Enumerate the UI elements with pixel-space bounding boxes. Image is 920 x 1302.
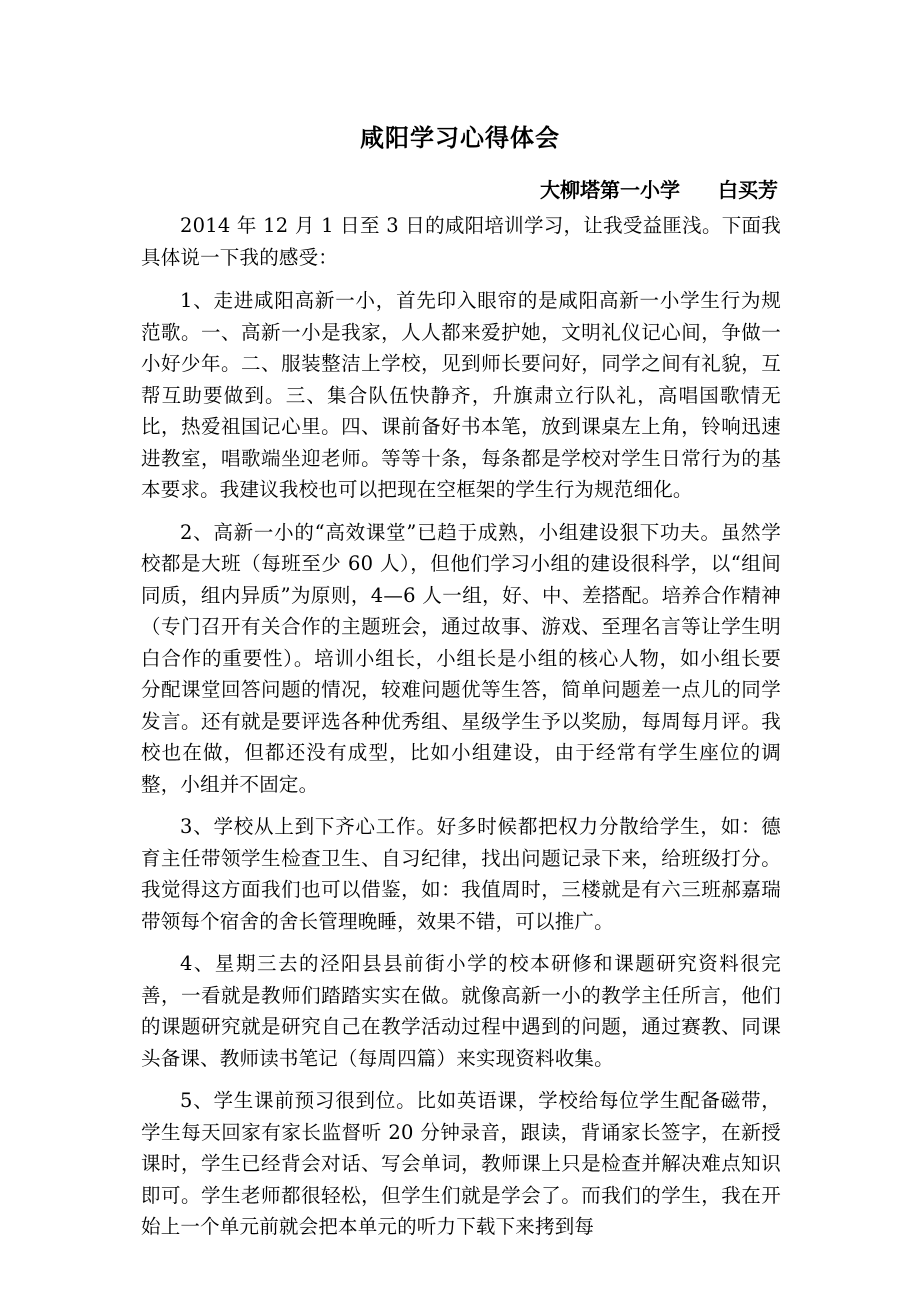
author-line xyxy=(540,174,778,203)
paragraph-intro: 2014 年 12 月 1 日至 3 日的咸阳培训学习，让我受益匪浅。下面我具体说一下我的感受： xyxy=(141,214,781,269)
paragraph-5: 5、学生课前预习很到位。比如英语课，学校给每位学生配备磁带，学生每天回家有家长监督听 20 分钟录音，跟读，背诵家长签字，在新授课时，学生已经背会对话、写会单词，教师课上只是检查并解决难点知识即可。学生老师都很轻松，但学生们就是学会了。而我们的学生，我在开始上一个单元前就会把本单元的听力下载下来拷到每 xyxy=(141,1089,781,1238)
author-name: 白买芳 xyxy=(718,178,778,202)
author-school: 大柳塔第一小学 xyxy=(540,178,680,202)
document-body xyxy=(141,210,781,1254)
document-title: 咸阳学习心得体会 xyxy=(360,124,560,152)
paragraph-4: 4、星期三去的泾阳县县前街小学的校本研修和课题研究资料很完善，一看就是教师们踏踏实实在做。就像高新一小的教学主任所言，他们的课题研究就是研究自己在教学活动过程中遇到的问题，通过赛教、同课头备课、教师读书笔记（每周四篇）来实现资料收集。 xyxy=(141,952,781,1070)
paragraph-1: 1、走进咸阳高新一小，首先印入眼帘的是咸阳高新一小学生行为规范歌。一、高新一小是我家，人人都来爱护她，文明礼仪记心间，争做一小好少年。二、服装整洁上学校，见到师长要问好，同学之间有礼貌，互帮互助要做到。三、集合队伍快静齐，升旗肃立行队礼，高唱国歌情无比，热爱祖国记心里。四、课前备好书本笔，放到课桌左上角，铃响迅速进教室，唱歌端坐迎老师。等等十条，每条都是学校对学生日常行为的基本要求。我建议我校也可以把现在空框架的学生行为规范细化。 xyxy=(141,289,781,501)
paragraph-2: 2、高新一小的“高效课堂”已趋于成熟，小组建设狠下功夫。虽然学校都是大班（每班至少 60 人），但他们学习小组的建设很科学，以“组间同质，组内异质”为原则，4—6 人一组，好、中、差搭配。培养合作精神（专门召开有关合作的主题班会，通过故事、游戏、至理名言等让学生明白合作的重要性）。培训小组长，小组长是小组的核心人物，如小组长要分配课堂回答问题的情况，较难问题优等生答，简单问题差一点儿的同学发言。还有就是要评选各种优秀组、星级学生予以奖励，每周每月评。我校也在做，但都还没有成型，比如小组建设，由于经常有学生座位的调整，小组并不固定。 xyxy=(141,520,781,796)
paragraph-3: 3、学校从上到下齐心工作。好多时候都把权力分散给学生，如：德育主任带领学生检查卫生、自习纪律，找出问题记录下来，给班级打分。我觉得这方面我们也可以借鉴，如：我值周时，三楼就是有六三班郝嘉瑞带领每个宿舍的舍长管理晚睡，效果不错，可以推广。 xyxy=(141,815,781,933)
